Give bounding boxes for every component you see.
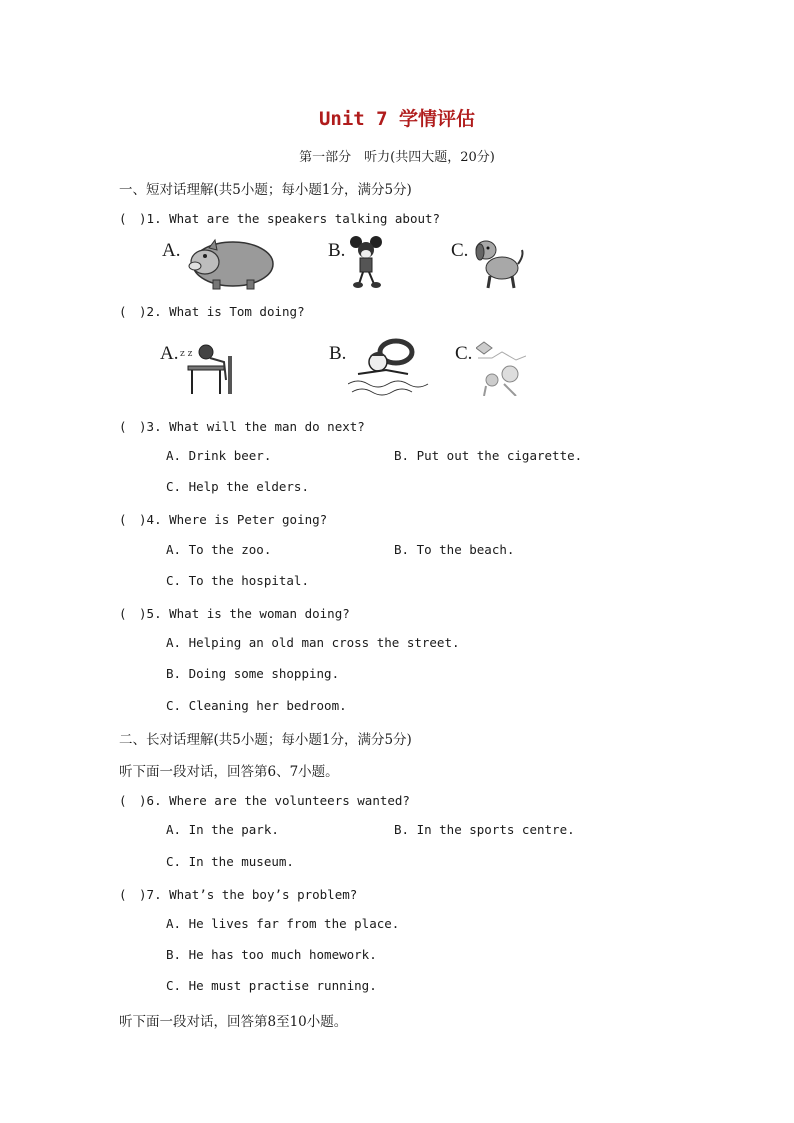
- q7-option-a: A. He lives far from the place.: [166, 916, 400, 931]
- question-4: ( )4. Where is Peter going?: [119, 512, 328, 527]
- q1-option-c-label: C.: [451, 240, 469, 261]
- boy-flying-kite-image[interactable]: [476, 340, 526, 396]
- dog-image[interactable]: [470, 236, 525, 290]
- mickey-mouse-image[interactable]: [346, 236, 388, 288]
- boy-sleeping-at-desk-image[interactable]: [180, 340, 242, 396]
- q5-option-c: C. Cleaning her bedroom.: [166, 698, 347, 713]
- q2-option-c-label: C.: [455, 343, 473, 364]
- question-2: ( )2. What is Tom doing?: [119, 304, 305, 319]
- q2-option-a-label: A.: [160, 343, 179, 364]
- question-1: ( )1. What are the speakers talking about?: [119, 211, 441, 226]
- boy-swimming-image[interactable]: [348, 338, 432, 396]
- q2-option-b-label: B.: [329, 343, 347, 364]
- q4-option-b: B. To the beach.: [394, 542, 515, 557]
- question-6: ( )6. Where are the volunteers wanted?: [119, 793, 410, 808]
- q4-option-c: C. To the hospital.: [166, 573, 309, 588]
- page-title: Unit 7 学情评估: [318, 108, 476, 130]
- q5-option-b: B. Doing some shopping.: [166, 666, 340, 681]
- section-2-heading: 二、长对话理解(共5小题；每小题1分，满分5分): [119, 732, 412, 748]
- question-3: ( )3. What will the man do next?: [119, 419, 365, 434]
- q7-option-c: C. He must practise running.: [166, 978, 377, 993]
- part-heading: 第一部分 听力(共四大题，20分): [299, 150, 495, 165]
- instruction-q6-q7: 听下面一段对话，回答第6、7小题。: [119, 764, 339, 780]
- q1-option-a-label: A.: [162, 240, 181, 261]
- svg-text:z z: z z: [180, 349, 193, 359]
- q3-option-c: C. Help the elders.: [166, 479, 309, 494]
- q5-option-a: A. Helping an old man cross the street.: [166, 635, 460, 650]
- q1-option-b-label: B.: [328, 240, 346, 261]
- q3-option-b: B. Put out the cigarette.: [394, 448, 583, 463]
- q6-option-a: A. In the park.: [166, 822, 279, 837]
- question-7: ( )7. What’s the boy’s problem?: [119, 887, 358, 902]
- question-5: ( )5. What is the woman doing?: [119, 606, 350, 621]
- pig-image[interactable]: [183, 236, 278, 290]
- section-1-heading: 一、短对话理解(共5小题；每小题1分，满分5分): [119, 182, 412, 198]
- q6-option-c: C. In the museum.: [166, 854, 294, 869]
- q3-option-a: A. Drink beer.: [166, 448, 272, 463]
- q6-option-b: B. In the sports centre.: [394, 822, 575, 837]
- instruction-q8-q10: 听下面一段对话，回答第8至10小题。: [119, 1014, 348, 1030]
- q4-option-a: A. To the zoo.: [166, 542, 272, 557]
- q7-option-b: B. He has too much homework.: [166, 947, 377, 962]
